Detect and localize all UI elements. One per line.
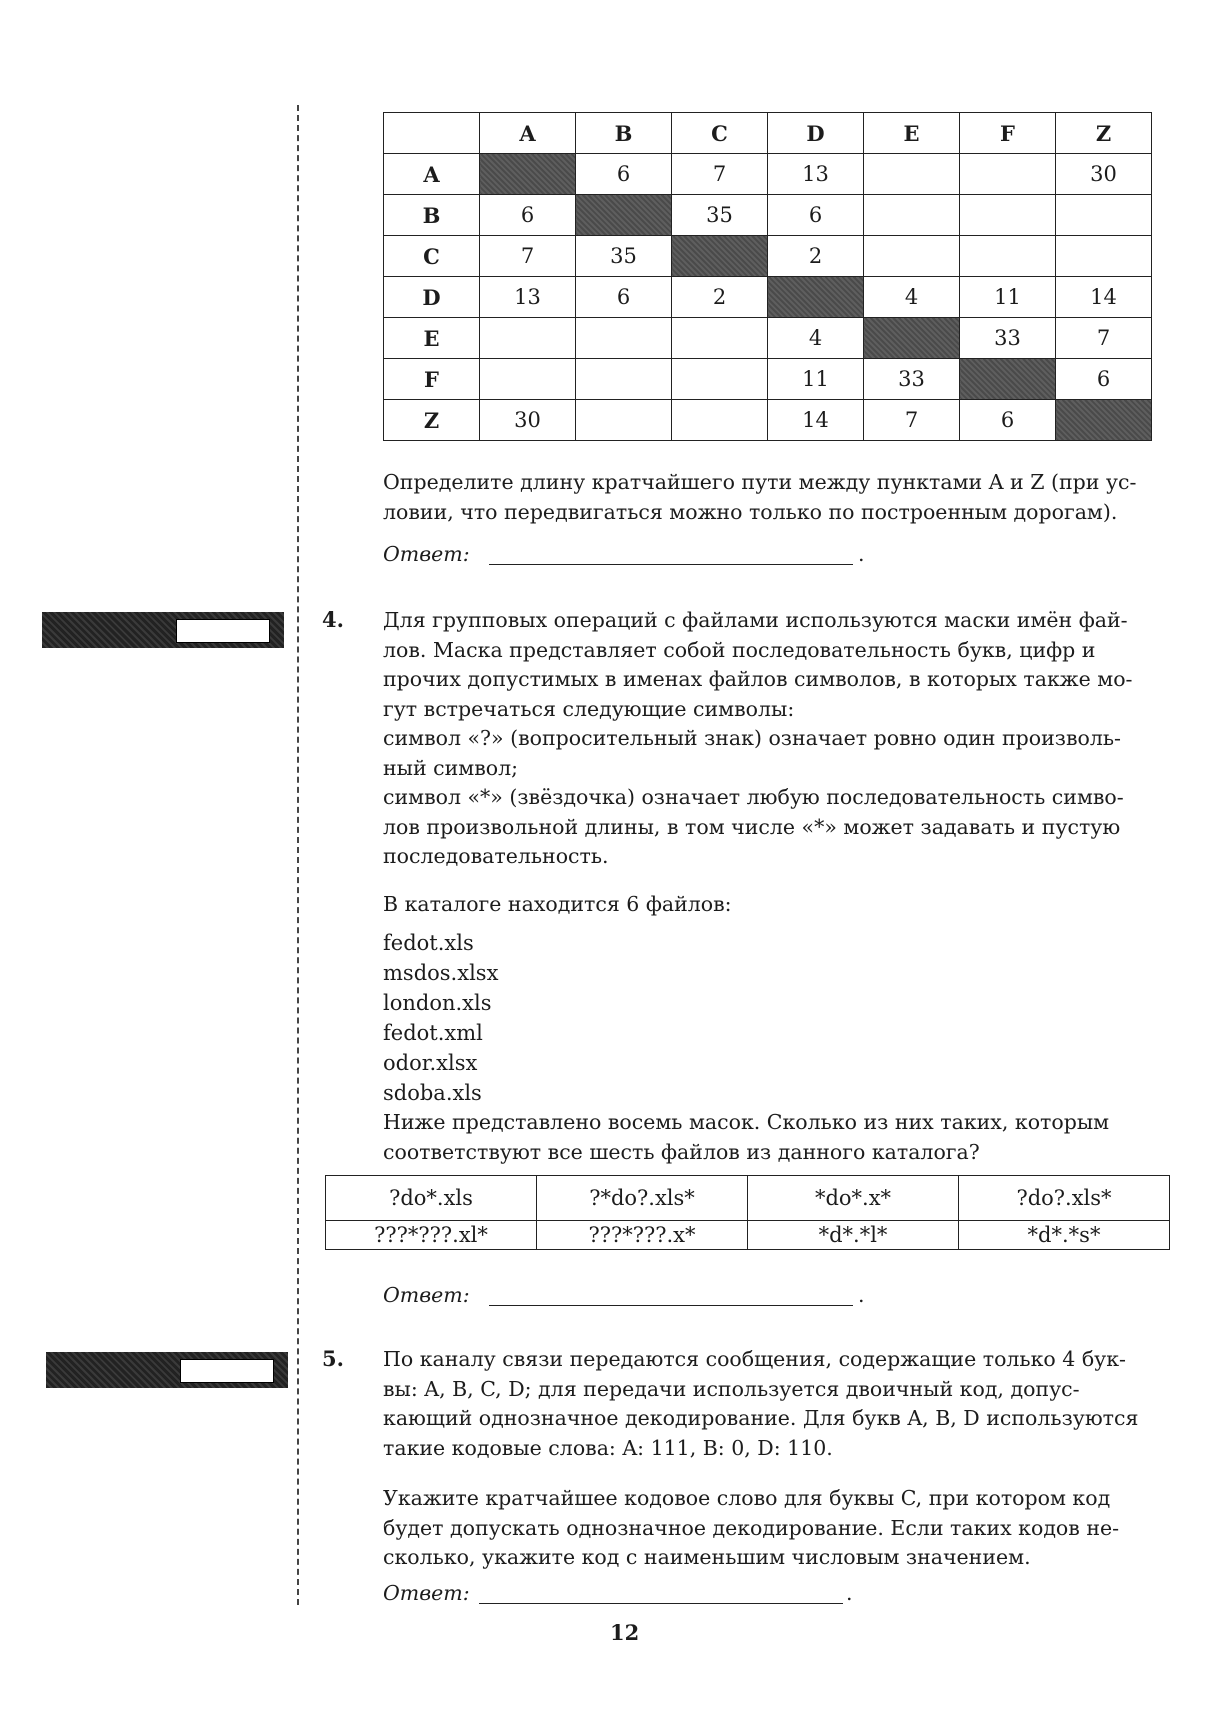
task5-description — [383, 1345, 1163, 1463]
mask-cell: ?*do?.xls* — [537, 1176, 748, 1221]
file-list — [383, 928, 498, 1108]
row-header: F — [384, 359, 480, 400]
distance-cell — [1056, 195, 1152, 236]
distance-cell — [480, 318, 576, 359]
distance-cell: 35 — [576, 236, 672, 277]
table-row — [384, 277, 1152, 318]
mask-cell: *do*.x* — [748, 1176, 959, 1221]
text-line: символ «*» (звёздочка) означает любую последовательность симво- — [383, 785, 1124, 809]
masks-table — [325, 1175, 1170, 1250]
period: . — [846, 1581, 853, 1605]
task4-answer — [383, 1283, 865, 1307]
task5-answer-line[interactable] — [479, 1603, 843, 1604]
task4-catalog-text: В каталоге находится 6 файлов: — [383, 892, 732, 916]
distance-cell — [864, 236, 960, 277]
text-line: кающий однозначное декодирование. Для букв A, B, D используются — [383, 1406, 1139, 1430]
distance-cell — [480, 359, 576, 400]
task4-answer-box[interactable] — [176, 619, 270, 643]
distance-cell: 33 — [864, 359, 960, 400]
diagonal-cell — [960, 359, 1056, 400]
distance-cell: 6 — [1056, 359, 1152, 400]
list-item: sdoba.xls — [383, 1081, 482, 1105]
text-line: сколько, укажите код с наименьшим числовым значением. — [383, 1545, 1031, 1569]
list-item: fedot.xls — [383, 931, 474, 955]
distance-cell: 7 — [480, 236, 576, 277]
task5-answer-box[interactable] — [180, 1359, 274, 1383]
answer-label: Ответ: — [383, 1283, 470, 1307]
mask-cell: *d*.*s* — [959, 1221, 1170, 1250]
task5-question — [383, 1484, 1163, 1573]
text-line: будет допускать однозначное декодирование. Если таких кодов не- — [383, 1515, 1120, 1540]
distance-cell — [576, 359, 672, 400]
distance-cell — [1056, 236, 1152, 277]
distance-cell: 4 — [768, 318, 864, 359]
task5-answer — [383, 1581, 853, 1605]
distance-cell — [960, 195, 1056, 236]
text-line: лов произвольной длины, в том числе «*» может задавать и пустую — [383, 814, 1121, 839]
text-line: Определите длину кратчайшего пути между пунктами A и Z (при ус- — [383, 470, 1137, 494]
table-row — [384, 400, 1152, 441]
diagonal-cell — [480, 154, 576, 195]
answer-label: Ответ: — [383, 542, 470, 566]
corner-cell — [384, 113, 480, 154]
distance-cell — [576, 400, 672, 441]
col-header: F — [960, 113, 1056, 154]
distance-cell: 14 — [1056, 277, 1152, 318]
row-header: E — [384, 318, 480, 359]
text-line: такие кодовые слова: A: 111, B: 0, D: 110. — [383, 1435, 833, 1460]
period: . — [858, 1283, 865, 1307]
text-line: ный символ; — [383, 755, 519, 780]
distance-cell — [960, 236, 1056, 277]
distance-cell: 6 — [576, 154, 672, 195]
col-header: D — [768, 113, 864, 154]
list-item: london.xls — [383, 991, 492, 1015]
distance-cell: 6 — [480, 195, 576, 236]
text-line: прочих допустимых в именах файлов символов, в которых также мо- — [383, 667, 1133, 691]
text-line: вы: A, B, C, D; для передачи используется двоичный код, допус- — [383, 1376, 1080, 1401]
list-item: fedot.xml — [383, 1021, 483, 1045]
table-row — [384, 236, 1152, 277]
distance-table — [383, 112, 1152, 441]
list-item: msdos.xlsx — [383, 961, 499, 985]
row-header: D — [384, 277, 480, 318]
distance-cell: 2 — [672, 277, 768, 318]
distance-cell: 14 — [768, 400, 864, 441]
mask-cell: *d*.*l* — [748, 1221, 959, 1250]
list-item: odor.xlsx — [383, 1051, 478, 1075]
diagonal-cell — [864, 318, 960, 359]
task4-number: 4. — [322, 607, 344, 632]
distance-cell — [672, 359, 768, 400]
task5-marker-bar — [46, 1352, 288, 1388]
distance-cell: 6 — [960, 400, 1056, 441]
text-line: последовательность. — [383, 844, 609, 868]
diagonal-cell — [768, 277, 864, 318]
text-line: лов. Маска представляет собой последовательность букв, цифр и — [383, 637, 1096, 662]
distance-cell: 6 — [768, 195, 864, 236]
task4-answer-line[interactable] — [489, 1305, 853, 1306]
row-header: B — [384, 195, 480, 236]
col-header: E — [864, 113, 960, 154]
cut-line — [297, 105, 299, 1605]
distance-cell: 6 — [576, 277, 672, 318]
text-line: ловии, что передвигаться можно только по построенным дорогам). — [383, 499, 1118, 524]
text-line: По каналу связи передаются сообщения, содержащие только 4 бук- — [383, 1347, 1126, 1371]
task5-number: 5. — [322, 1346, 344, 1371]
diagonal-cell — [672, 236, 768, 277]
diagonal-cell — [576, 195, 672, 236]
distance-cell: 35 — [672, 195, 768, 236]
distance-cell — [672, 318, 768, 359]
text-line: Укажите кратчайшее кодовое слово для буквы C, при котором код — [383, 1486, 1111, 1510]
table-row — [384, 318, 1152, 359]
task4-description — [383, 606, 1163, 872]
task3-answer — [383, 542, 865, 566]
distance-cell: 11 — [960, 277, 1056, 318]
distance-cell — [672, 400, 768, 441]
distance-cell — [576, 318, 672, 359]
distance-cell — [960, 154, 1056, 195]
table-row — [326, 1176, 1170, 1221]
distance-cell: 11 — [768, 359, 864, 400]
mask-cell: ?do*.xls — [326, 1176, 537, 1221]
mask-cell: ???*???.x* — [537, 1221, 748, 1250]
mask-cell: ?do?.xls* — [959, 1176, 1170, 1221]
col-header: C — [672, 113, 768, 154]
table-row — [384, 154, 1152, 195]
col-header: A — [480, 113, 576, 154]
row-header: Z — [384, 400, 480, 441]
mask-cell: ???*???.xl* — [326, 1221, 537, 1250]
table-row — [384, 195, 1152, 236]
distance-cell: 13 — [480, 277, 576, 318]
table-row — [384, 359, 1152, 400]
distance-cell: 30 — [480, 400, 576, 441]
distance-table-header-row — [384, 113, 1152, 154]
distance-cell — [864, 195, 960, 236]
row-header: C — [384, 236, 480, 277]
distance-cell: 33 — [960, 318, 1056, 359]
distance-cell: 7 — [672, 154, 768, 195]
text-line: гут встречаться следующие символы: — [383, 696, 795, 721]
distance-cell: 30 — [1056, 154, 1152, 195]
col-header: Z — [1056, 113, 1152, 154]
task3-answer-line[interactable] — [489, 564, 853, 565]
col-header: B — [576, 113, 672, 154]
distance-cell: 13 — [768, 154, 864, 195]
distance-cell: 4 — [864, 277, 960, 318]
row-header: A — [384, 154, 480, 195]
task4-masks-question — [383, 1108, 1163, 1167]
distance-cell: 2 — [768, 236, 864, 277]
page-number: 12 — [610, 1620, 640, 1645]
period: . — [858, 542, 865, 566]
task4-marker-bar — [42, 612, 284, 648]
task3-question — [383, 468, 1163, 527]
answer-label: Ответ: — [383, 1581, 470, 1605]
text-line: символ «?» (вопросительный знак) означает ровно один произволь- — [383, 726, 1121, 750]
text-line: Ниже представлено восемь масок. Сколько из них таких, которым — [383, 1110, 1110, 1134]
distance-cell: 7 — [1056, 318, 1152, 359]
distance-cell: 7 — [864, 400, 960, 441]
text-line: Для групповых операций с файлами используются маски имён фай- — [383, 608, 1128, 632]
diagonal-cell — [1056, 400, 1152, 441]
table-row — [326, 1221, 1170, 1250]
distance-cell — [864, 154, 960, 195]
text-line: соответствуют все шесть файлов из данного каталога? — [383, 1139, 980, 1164]
